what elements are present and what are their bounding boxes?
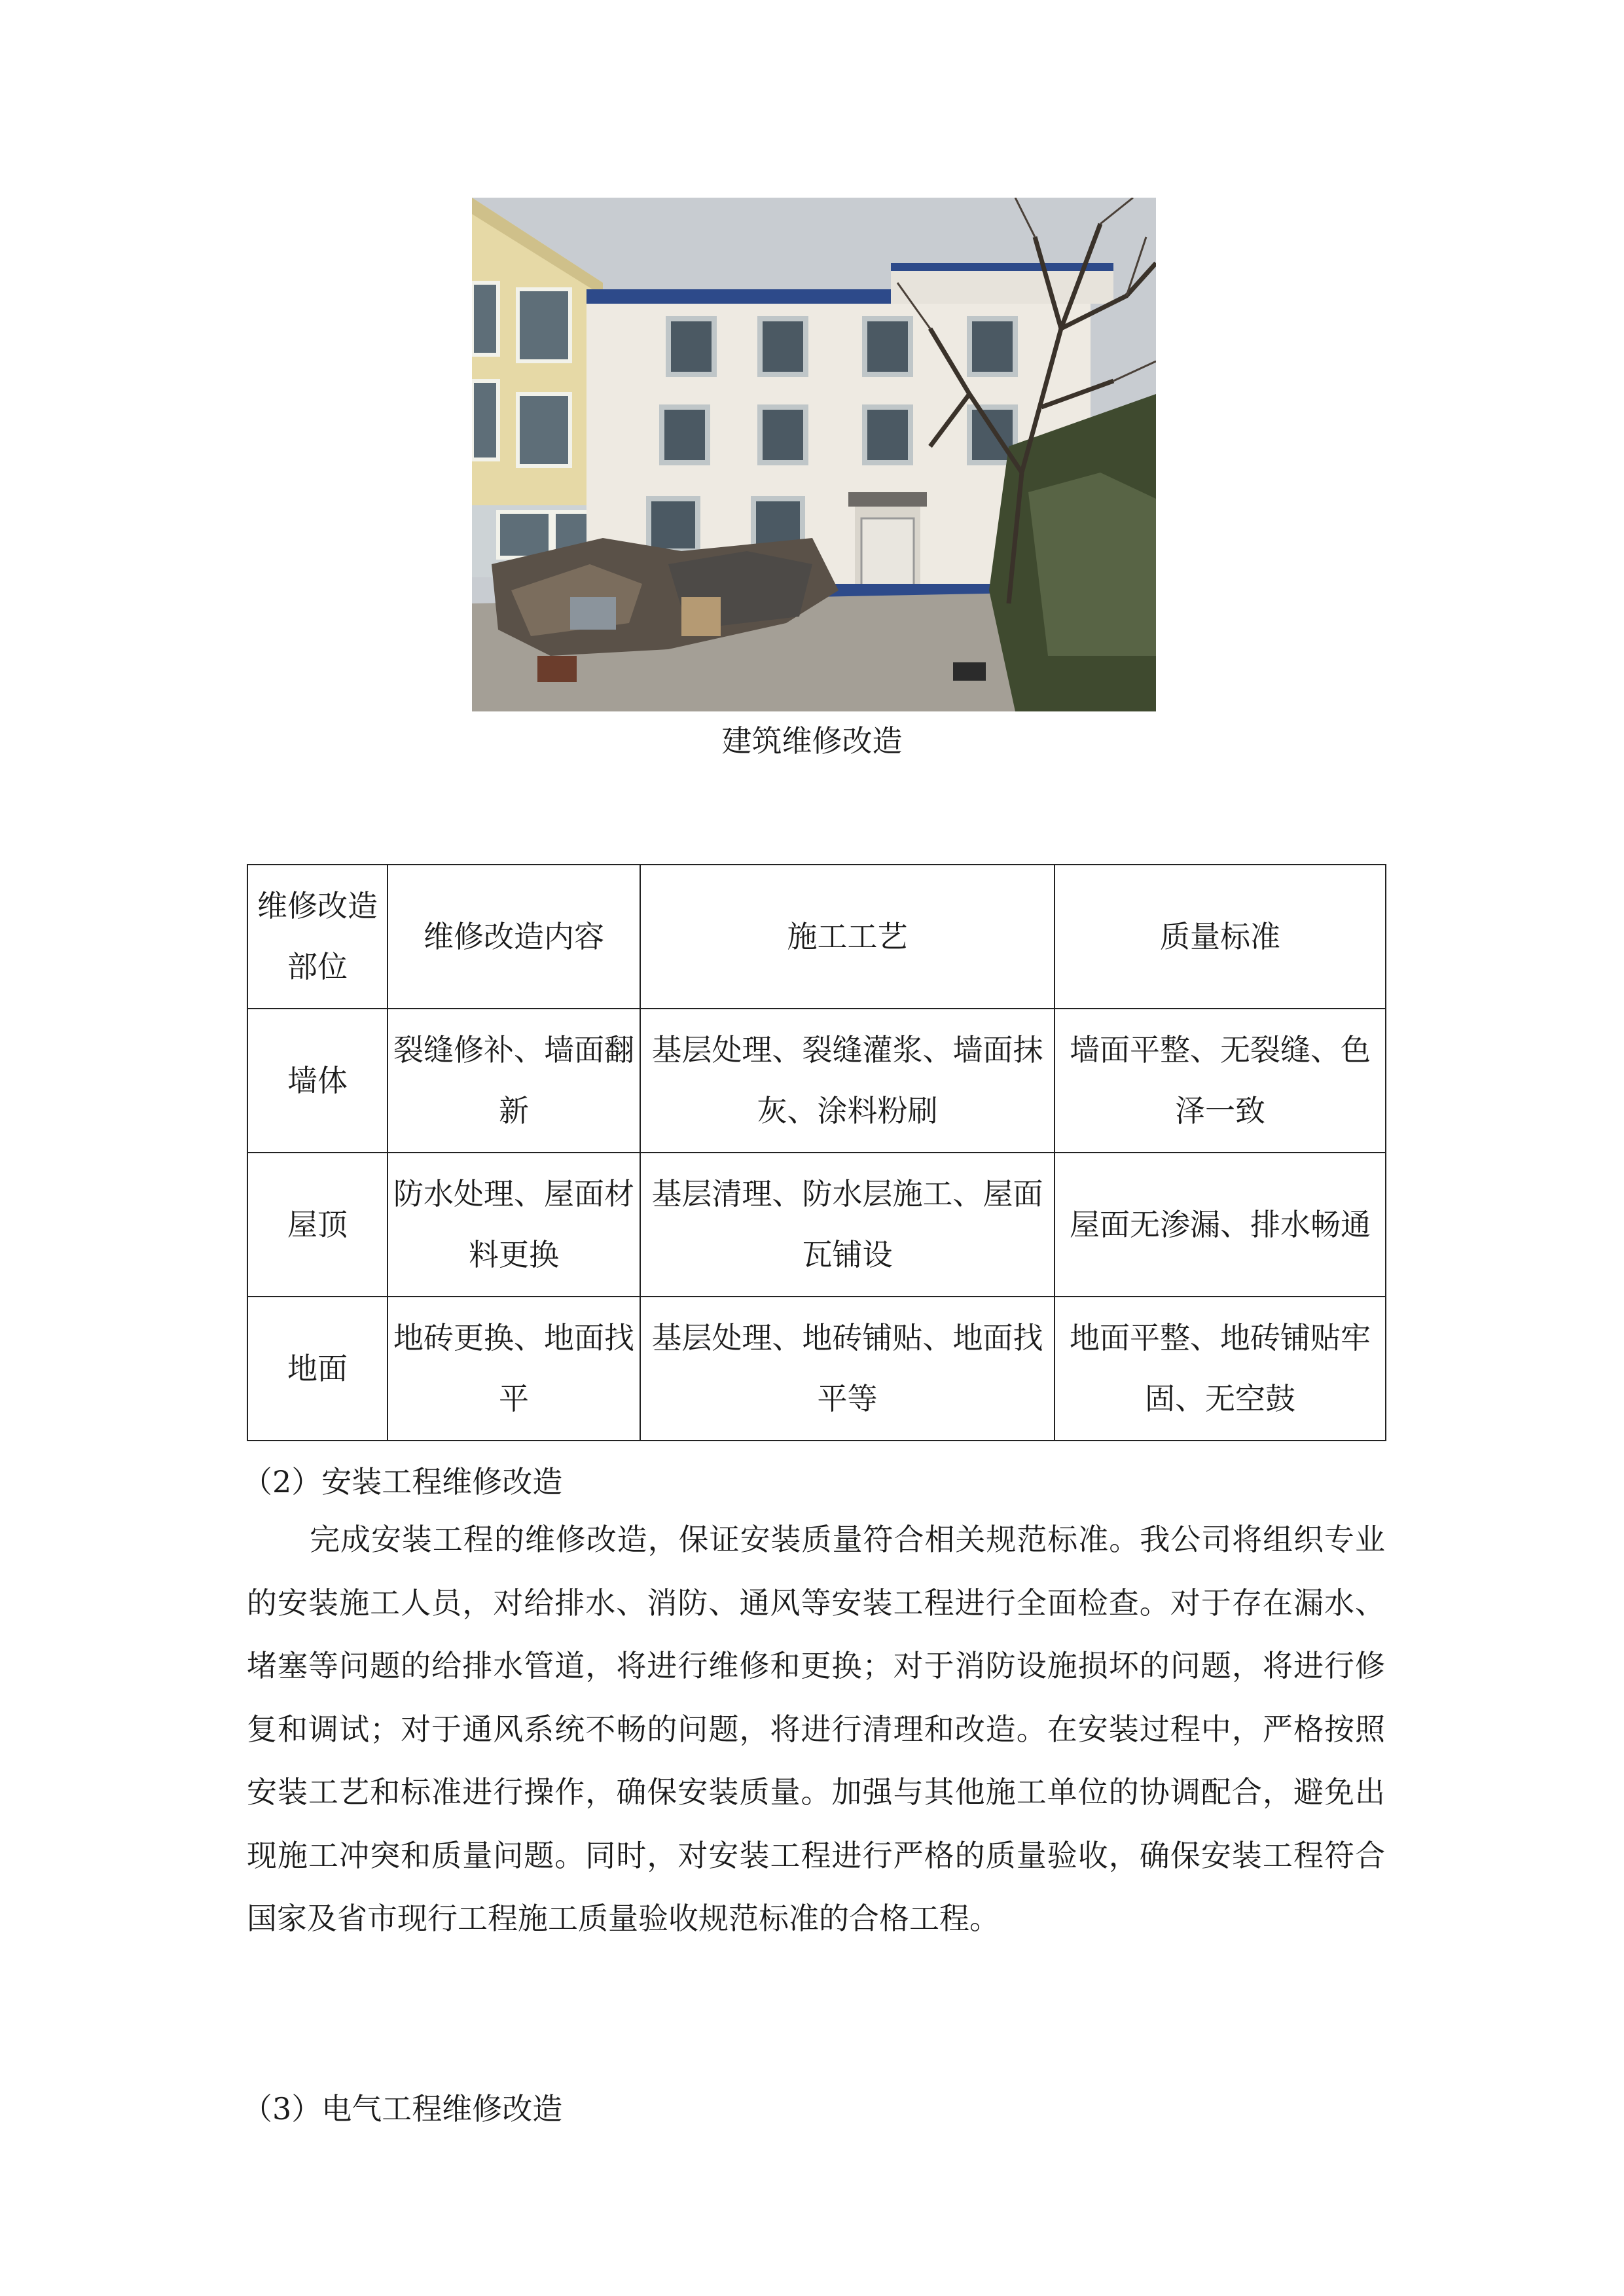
table-cell: 地面平整、地砖铺贴牢固、无空鼓 — [1055, 1297, 1386, 1441]
table-row — [247, 1297, 1386, 1441]
header-cell-standard: 质量标准 — [1055, 865, 1386, 1009]
table-cell: 地砖更换、地面找平 — [388, 1297, 640, 1441]
table-header-row — [247, 865, 1386, 1009]
table-cell: 屋面无渗漏、排水畅通 — [1055, 1153, 1386, 1297]
section-heading-installation: （2）安装工程维修改造 — [242, 1464, 563, 1499]
table-cell: 基层清理、防水层施工、屋面瓦铺设 — [640, 1153, 1055, 1297]
section-paragraph-installation: 完成安装工程的维修改造，保证安装质量符合相关规范标准。我公司将组织专业的安装施工人员，对给排水、消防、通风等安装工程进行全面检查。对于存在漏水、堵塞等问题的给排水管道，将进行维修和更换；对于消防设施损坏的问题，将进行修复和调试；对于通风系统不畅的问题，将进行清理和改造。在安装过程中，严格按照安装工艺和标准进行操作，确保安装质量。加强与其他施工单位的协调配合，避免出现施工冲突和质量问题。同时，对安装工程进行严格的质量验收，确保安装工程符合国家及省市现行工程施工质量验收规范标准的合格工程。 — [247, 1522, 1385, 1936]
header-cell-content: 维修改造内容 — [388, 865, 640, 1009]
building-photo — [472, 198, 1156, 711]
figure-caption: 建筑维修改造 — [721, 723, 903, 759]
header-cell-process: 施工工艺 — [640, 865, 1055, 1009]
table-cell: 防水处理、屋面材料更换 — [388, 1153, 640, 1297]
header-cell-location: 维修改造部位 — [247, 865, 388, 1009]
table-cell: 基层处理、地砖铺贴、地面找平等 — [640, 1297, 1055, 1441]
table-cell: 地面 — [247, 1297, 388, 1441]
table-row — [247, 1153, 1386, 1297]
table-row — [247, 1009, 1386, 1153]
table-cell: 墙体 — [247, 1009, 388, 1153]
section-heading-electrical: （3）电气工程维修改造 — [242, 2091, 563, 2126]
table-cell: 基层处理、裂缝灌浆、墙面抹灰、涂料粉刷 — [640, 1009, 1055, 1153]
table-cell: 屋顶 — [247, 1153, 388, 1297]
renovation-spec-table — [247, 864, 1386, 1441]
table-cell: 裂缝修补、墙面翻新 — [388, 1009, 640, 1153]
table-cell: 墙面平整、无裂缝、色泽一致 — [1055, 1009, 1386, 1153]
